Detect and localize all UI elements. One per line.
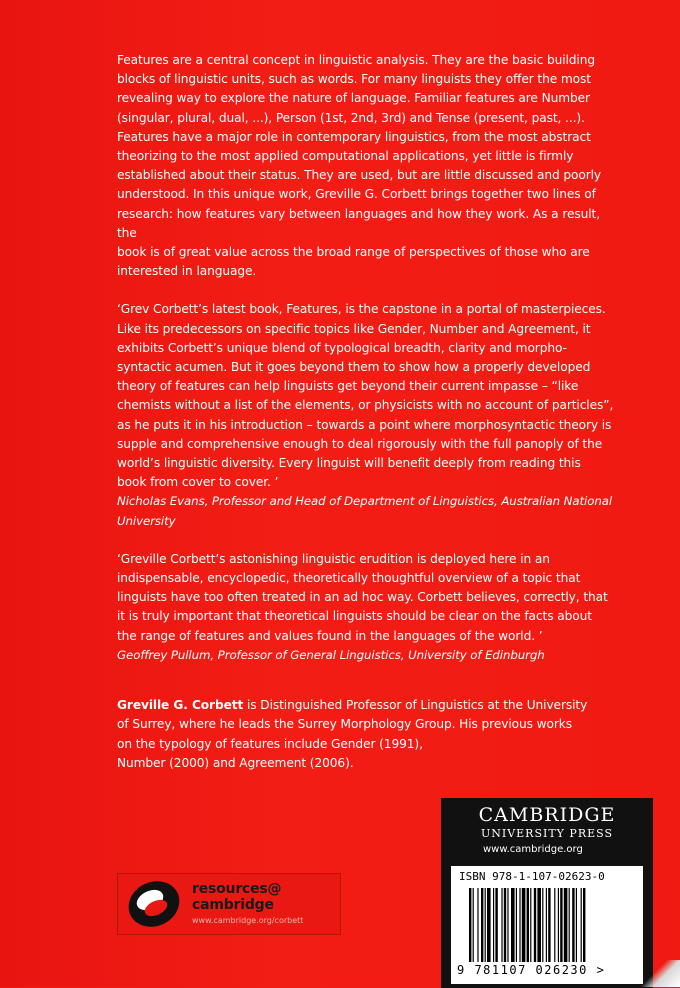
barcode-bar (485, 888, 486, 962)
quote-line: chemists without a list of the elements, or physicists with no account of particles”, (117, 398, 614, 413)
attribution-line: Nicholas Evans, Professor and Head of Department of Linguistics, Australian National (117, 494, 613, 509)
blurb-line: Features are a central concept in linguistic analysis. They are the basic building (117, 53, 595, 67)
quote-line: it is truly important that theoretical linguists should be clear on the facts about (117, 609, 592, 624)
barcode-bar (501, 888, 502, 962)
barcode-bar (527, 888, 529, 962)
barcode-bar (572, 888, 574, 962)
blurb-line: blocks of linguistic units, such as words. For many linguists they offer the most (117, 72, 591, 87)
barcode-bar (548, 888, 550, 962)
publisher-panel (441, 798, 653, 988)
book-blurb (117, 51, 617, 281)
blurb-line: understood. In this unique work, Greville G. Corbett brings together two lines of (117, 187, 596, 202)
barcode-bar (511, 888, 515, 962)
blurb-line: theorizing to the most applied computational applications, yet little is firmly (117, 149, 574, 164)
barcode-bar (542, 888, 543, 962)
barcode-bar (534, 888, 536, 962)
author-name: Greville G. Corbett (117, 698, 244, 713)
author-bio (117, 696, 617, 773)
barcode-bar (554, 888, 555, 962)
barcode-bar (469, 888, 471, 962)
blurb-line: (singular, plural, dual, ...), Person (1st, 2nd, 3rd) and Tense (present, past, ...). (117, 110, 585, 125)
endorsement-evans-attribution (117, 492, 617, 530)
quote-line: ‘Greville Corbett’s astonishing linguistic erudition is deployed here in an (117, 551, 550, 566)
quote-line: linguists have too often treated in an ad hoc way. Corbett believes, correctly, that (117, 590, 608, 605)
barcode-bar (481, 888, 483, 962)
barcode-bar (583, 888, 585, 962)
barcode-bar (477, 888, 478, 962)
quote-line: as he puts it in his introduction – towards a point where morphosyntactic theory is (117, 417, 612, 432)
blurb-line: interested in language. (117, 264, 257, 279)
barcode-bar (519, 888, 520, 962)
attribution-line: Geoffrey Pullum, Professor of General Linguistics, University of Edinburgh (117, 647, 545, 662)
back-cover-text (117, 51, 617, 773)
quote-line: indispensable, encyclopedic, theoretically thoughtful overview of a topic that (117, 571, 581, 586)
quote-line: supple and comprehensive enough to deal rigorously with the full panoply of the (117, 436, 603, 451)
blurb-line: established about their status. They are used, but are little discussed and poorly (117, 168, 602, 183)
bio-line: of Surrey, where he leads the Surrey Morphology Group. His previous works (117, 717, 572, 732)
quote-line: book from cover to cover. ’ (117, 475, 279, 490)
resources-globe-icon (126, 876, 182, 932)
barcode-bar (507, 888, 508, 962)
barcode-bar (504, 888, 506, 962)
barcode-bar (576, 888, 577, 962)
barcode-bar (581, 888, 582, 962)
publisher-subtitle: UNIVERSITY PRESS (480, 827, 614, 840)
resources-url: www.cambridge.org/corbett (192, 916, 304, 925)
barcode-bar (495, 888, 497, 962)
resources-line-1: resources@ (192, 881, 282, 897)
quote-line: ‘Grev Corbett’s latest book, Features, is the capstone in a portal of masterpieces. (117, 302, 606, 317)
blurb-line: research: how features vary between languages and how they work. As a result, the (117, 206, 600, 240)
quote-line: Like its predecessors on specific topics like Gender, Number and Agreement, it (117, 321, 591, 336)
barcode-bar (516, 888, 517, 962)
quote-line: theory of features can help linguists get beyond their current impasse – “like (117, 379, 579, 394)
barcode-bar (522, 888, 526, 962)
barcode-bar (564, 888, 568, 962)
cover-corner-wear (640, 960, 680, 987)
barcode-bar (569, 888, 570, 962)
quote-line: syntactic acumen. But it goes beyond them to show how a properly developed (117, 360, 591, 375)
barcode-bar (546, 888, 547, 962)
attribution-line: University (117, 513, 176, 528)
bio-line: on the typology of features include Gender (1991), (117, 736, 423, 751)
bio-line: Number (2000) and Agreement (2006). (117, 755, 354, 770)
publisher-website: www.cambridge.org (483, 844, 583, 855)
blurb-line: book is of great value across the broad range of perspectives of those who are (117, 245, 590, 260)
barcode-digits: 9 781107 026230 > (457, 963, 606, 977)
isbn-label: ISBN 978-1-107-02623-0 (459, 870, 605, 883)
blurb-line: Features have a major role in contemporary linguistics, from the most abstract (117, 129, 591, 144)
blurb-line: revealing way to explore the nature of language. Familiar features are Number (117, 91, 590, 106)
barcode-bar (493, 888, 494, 962)
barcode-bar (558, 888, 559, 962)
quote-line: world’s linguistic diversity. Every linguist will benefit deeply from reading this (117, 456, 581, 471)
barcode-bar (473, 888, 474, 962)
barcode-bar (530, 888, 531, 962)
resources-at-cambridge-badge (117, 873, 341, 935)
quote-line: exhibits Corbett’s unique blend of typological breadth, clarity and morpho- (117, 340, 567, 355)
publisher-name: CAMBRIDGE (478, 804, 616, 826)
barcode-icon (469, 888, 631, 962)
barcode-bar (487, 888, 491, 962)
resources-line-2: cambridge (192, 897, 274, 913)
barcode-bar (537, 888, 541, 962)
barcode-panel (451, 866, 643, 984)
barcode-bar (560, 888, 562, 962)
endorsement-pullum-attribution (117, 646, 617, 665)
quote-line: the range of features and values found in the languages of the world. ’ (117, 628, 543, 643)
endorsement-pullum (117, 550, 617, 646)
bio-line: is Distinguished Professor of Linguistics at the University (243, 698, 588, 713)
endorsement-evans (117, 300, 617, 492)
